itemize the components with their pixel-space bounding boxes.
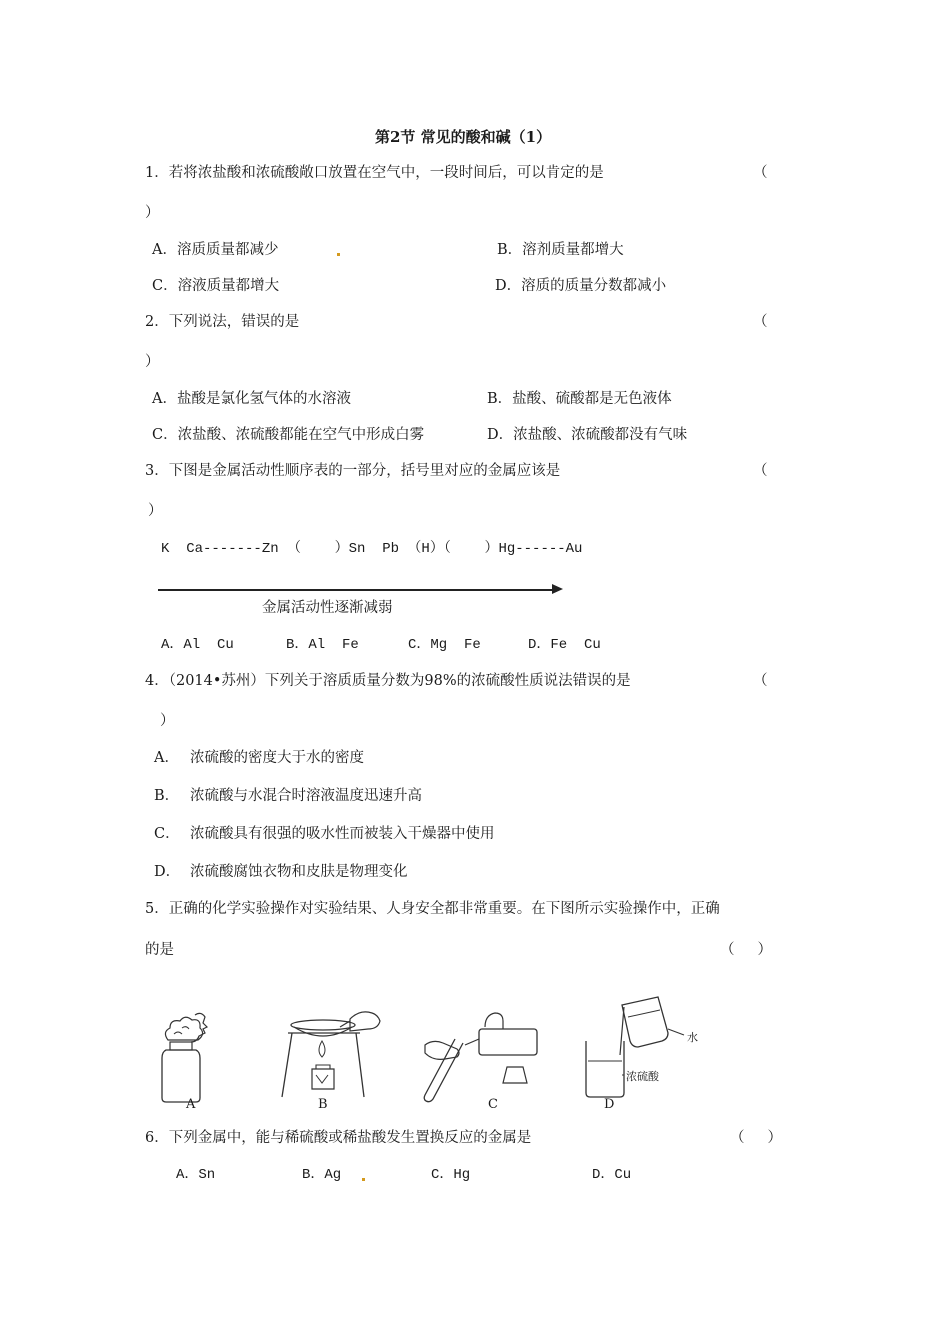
figure-a-smelling-bottle bbox=[150, 1010, 240, 1110]
q1-bracket-open: （ bbox=[753, 165, 768, 181]
q4-option-b: 浓硫酸与水混合时溶液温度迅速升高 bbox=[190, 788, 422, 804]
q4-option-b-letter: B． bbox=[154, 788, 180, 804]
q4-option-c-letter: C． bbox=[154, 826, 180, 842]
q1-option-c: C．溶液质量都增大 bbox=[152, 278, 280, 294]
marker-dot bbox=[337, 253, 340, 256]
q2-option-d: D．浓盐酸、浓硫酸都没有气味 bbox=[487, 427, 688, 443]
q6-stem: 6．下列金属中，能与稀硫酸或稀盐酸发生置换反应的金属是 bbox=[145, 1130, 532, 1146]
figure-c-label: C bbox=[488, 1097, 498, 1112]
q6-option-a: A．Sn bbox=[176, 1167, 216, 1183]
activity-arrow-line bbox=[158, 589, 554, 591]
q4-option-c: 浓硫酸具有很强的吸水性而被装入干燥器中使用 bbox=[190, 826, 495, 842]
q4-option-a: 浓硫酸的密度大于水的密度 bbox=[190, 750, 364, 766]
q5-stem-line1: 5．正确的化学实验操作对实验结果、人身安全都非常重要。在下图所示实验操作中，正确 bbox=[145, 901, 720, 917]
figure-d-label: D bbox=[604, 1097, 615, 1112]
q4-stem: 4．（2014•苏州）下列关于溶质质量分数为98%的浓硫酸性质说法错误的是 bbox=[145, 673, 631, 689]
q3-option-c: C．Mg Fe bbox=[408, 637, 481, 653]
q3-arrow-label: 金属活动性逐渐减弱 bbox=[262, 600, 393, 616]
q1-option-d: D．溶质的质量分数都减小 bbox=[495, 278, 667, 294]
q3-option-d: D．Fe Cu bbox=[528, 637, 601, 653]
q3-option-b: B．Al Fe bbox=[286, 637, 359, 653]
q6-option-c: C．Hg bbox=[431, 1167, 471, 1183]
figure-b-evaporation bbox=[278, 1005, 398, 1105]
q5-stem-line2: 的是 bbox=[145, 942, 174, 958]
q2-bracket-open: （ bbox=[753, 314, 768, 330]
q2-bracket-close: ） bbox=[145, 354, 160, 370]
figure-a-label: A bbox=[186, 1097, 196, 1112]
q4-bracket-close: ） bbox=[160, 713, 175, 729]
q6-answer-brackets: （ ） bbox=[730, 1130, 783, 1146]
q2-option-a: A．盐酸是氯化氢气体的水溶液 bbox=[152, 391, 351, 407]
q3-metal-series: K Ca-------Zn （ ）Sn Pb （H）（ ）Hg------Au bbox=[161, 541, 583, 557]
q2-option-c: C．浓盐酸、浓硫酸都能在空气中形成白雾 bbox=[152, 427, 425, 443]
q1-stem: 1．若将浓盐酸和浓硫酸敞口放置在空气中，一段时间后，可以肯定的是 bbox=[145, 165, 604, 181]
q4-option-a-letter: A． bbox=[154, 750, 179, 766]
q2-stem: 2．下列说法，错误的是 bbox=[145, 314, 300, 330]
q6-option-d: D．Cu bbox=[592, 1167, 632, 1183]
q1-option-a: A．溶质质量都减少 bbox=[152, 242, 279, 258]
q3-bracket-close: ） bbox=[148, 503, 163, 519]
q4-option-d: 浓硫酸腐蚀衣物和皮肤是物理变化 bbox=[190, 864, 408, 880]
q3-option-a: A．Al Cu bbox=[161, 637, 234, 653]
q4-bracket-open: （ bbox=[753, 673, 768, 689]
q4-option-d-letter: D． bbox=[154, 864, 181, 880]
figure-c-pouring-test-tube bbox=[415, 1005, 545, 1105]
figure-b-label: B bbox=[318, 1097, 328, 1112]
q3-stem: 3．下图是金属活动性顺序表的一部分，括号里对应的金属应该是 bbox=[145, 463, 561, 479]
q6-option-b: B．Ag bbox=[302, 1167, 342, 1183]
figure-d-acid-label: 浓硫酸 bbox=[626, 1070, 659, 1083]
activity-arrow-head bbox=[552, 584, 563, 594]
page-title: 第2节 常见的酸和碱（1） bbox=[375, 128, 552, 146]
q1-option-b: B．溶剂质量都增大 bbox=[497, 242, 624, 258]
figure-d-water-label: 水 bbox=[687, 1031, 698, 1044]
q5-answer-brackets: （ ） bbox=[720, 942, 773, 958]
q1-bracket-close: ） bbox=[145, 205, 160, 221]
marker-dot bbox=[362, 1178, 365, 1181]
q3-bracket-open: （ bbox=[753, 463, 768, 479]
q2-option-b: B．盐酸、硫酸都是无色液体 bbox=[487, 391, 672, 407]
